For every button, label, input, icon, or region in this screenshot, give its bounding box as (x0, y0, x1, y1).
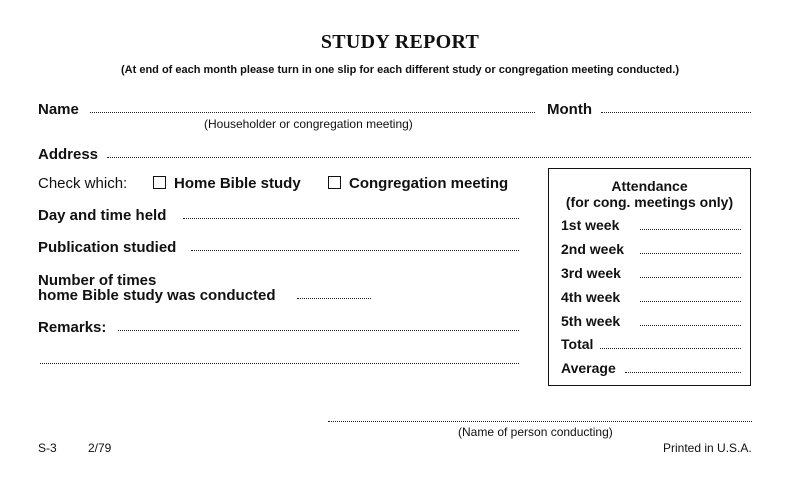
times-field[interactable] (297, 298, 371, 299)
attendance-field-2nd-week[interactable] (640, 253, 741, 254)
attendance-field-3rd-week[interactable] (640, 277, 741, 278)
attendance-field-4th-week[interactable] (640, 301, 741, 302)
attendance-row-average: Average (561, 360, 616, 376)
address-label: Address (38, 146, 99, 163)
name-field[interactable] (90, 112, 535, 113)
printed-note: Printed in U.S.A. (663, 441, 752, 455)
attendance-row-5th-week: 5th week (561, 313, 621, 329)
month-label: Month (547, 101, 592, 118)
attendance-field-5th-week[interactable] (640, 325, 741, 326)
remarks-label: Remarks: (38, 319, 107, 336)
day-time-label: Day and time held (38, 207, 167, 224)
publication-field[interactable] (191, 250, 519, 251)
attendance-row-total: Total (561, 336, 594, 352)
checkbox-home-bible-study[interactable] (153, 176, 166, 189)
day-time-field[interactable] (183, 218, 519, 219)
conductor-hint: (Name of person conducting) (458, 425, 613, 439)
month-field[interactable] (601, 112, 751, 113)
attendance-row-4th-week: 4th week (561, 289, 621, 305)
option-congregation-label: Congregation meeting (349, 175, 509, 192)
attendance-subtitle: (for cong. meetings only) (565, 194, 734, 210)
publication-label: Publication studied (38, 239, 177, 256)
attendance-field-total[interactable] (600, 348, 741, 349)
option-congregation-meeting[interactable] (328, 175, 508, 192)
instructions: (At end of each month please turn in one slip for each different study or congregation meeting conducted.) (121, 64, 679, 76)
address-field[interactable] (107, 157, 751, 158)
form-code: S-3 (38, 441, 57, 455)
option-home-label: Home Bible study (174, 175, 301, 192)
remarks-field-line2[interactable] (40, 363, 519, 364)
form-date: 2/79 (88, 441, 112, 455)
times-label-line2: home Bible study was conducted (38, 287, 276, 304)
conductor-name-field[interactable] (328, 421, 752, 422)
attendance-row-1st-week: 1st week (561, 217, 620, 233)
attendance-box (548, 168, 751, 386)
times-label-line1: Number of times (38, 272, 157, 289)
checkbox-congregation-meeting[interactable] (328, 176, 341, 189)
name-label: Name (38, 101, 79, 118)
attendance-field-average[interactable] (625, 372, 741, 373)
attendance-row-3rd-week: 3rd week (561, 265, 621, 281)
remarks-field-line1[interactable] (118, 330, 519, 331)
attendance-row-2nd-week: 2nd week (561, 241, 625, 257)
attendance-title: Attendance (611, 178, 688, 194)
page-title: STUDY REPORT (320, 31, 480, 53)
name-hint: (Householder or congregation meeting) (204, 117, 413, 131)
option-home-bible-study[interactable] (153, 175, 301, 192)
attendance-field-1st-week[interactable] (640, 229, 741, 230)
check-which-label: Check which: (38, 175, 128, 192)
